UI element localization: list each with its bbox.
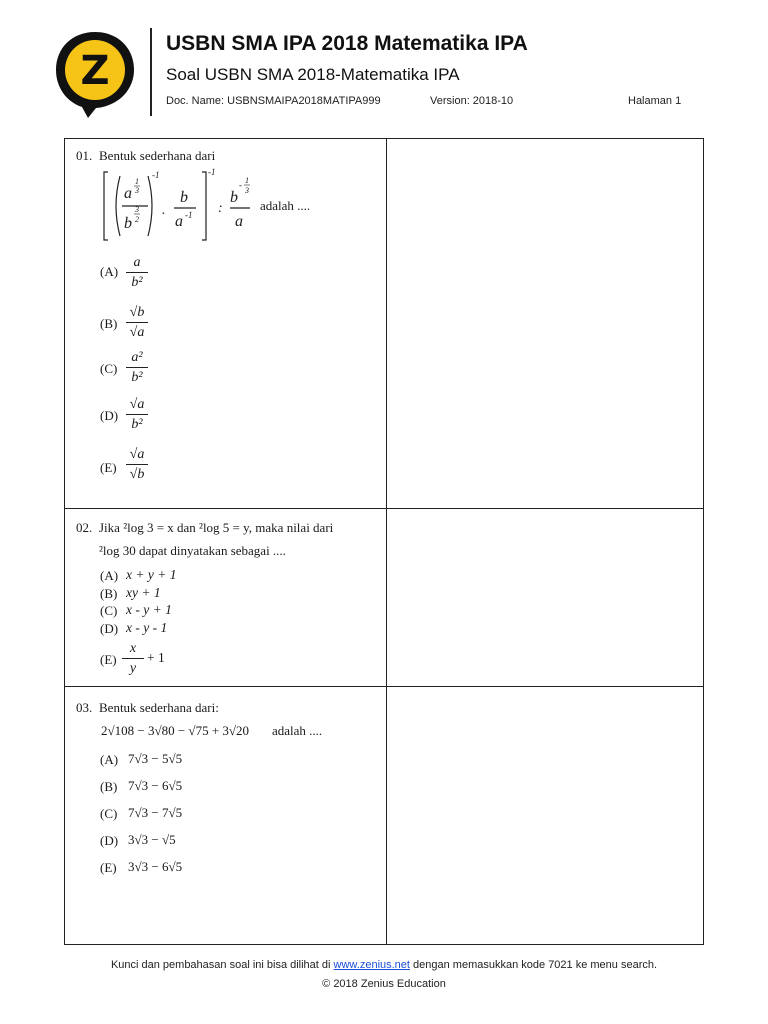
logo-letter: Z bbox=[80, 48, 110, 94]
q2-option-d-label: (D) bbox=[100, 621, 119, 636]
q3-option-a-value: 7√3 − 5√5 bbox=[128, 751, 183, 766]
svg-text:-: - bbox=[239, 180, 242, 190]
q3-option-d-value: 3√3 − √5 bbox=[128, 832, 176, 847]
footer-copyright: © 2018 Zenius Education bbox=[322, 978, 446, 990]
zenius-link[interactable]: www.zenius.net bbox=[333, 959, 410, 971]
page-title: USBN SMA IPA 2018 Matematika IPA bbox=[166, 32, 528, 55]
row-divider bbox=[64, 686, 704, 687]
q3-option-b-label: (B) bbox=[100, 779, 118, 794]
q2-option-b-label: (B) bbox=[100, 586, 118, 601]
q1-prompt: Bentuk sederhana dari bbox=[99, 148, 216, 163]
svg-text:3: 3 bbox=[135, 205, 139, 214]
footer-note bbox=[0, 959, 768, 971]
q1-option-b-label: (B) bbox=[100, 316, 118, 331]
q2-option-e-label: (E) bbox=[100, 652, 117, 667]
svg-text:3: 3 bbox=[245, 186, 249, 195]
q3-option-a-label: (A) bbox=[100, 752, 119, 767]
q3-prompt: Bentuk sederhana dari: bbox=[99, 700, 219, 715]
footer-text-after: dengan memasukkan kode 7021 ke menu search. bbox=[413, 959, 658, 971]
question-table bbox=[64, 138, 704, 945]
svg-text:b: b bbox=[180, 189, 188, 206]
q3-number: 03. bbox=[76, 700, 93, 715]
svg-text:a: a bbox=[124, 185, 132, 202]
q1-suffix: adalah .... bbox=[260, 198, 311, 213]
svg-text:.: . bbox=[162, 203, 166, 218]
q1-option-c-label: (C) bbox=[100, 361, 118, 376]
q2-option-b-value: xy + 1 bbox=[126, 585, 161, 600]
svg-text:-1: -1 bbox=[152, 170, 160, 180]
q3-option-b-value: 7√3 − 6√5 bbox=[128, 778, 183, 793]
q1-option-e-value: √a √b bbox=[122, 446, 152, 483]
q2-option-c-value: x - y + 1 bbox=[126, 602, 172, 617]
q2-line1: Jika ²log 3 = x dan ²log 5 = y, maka nilai dari bbox=[99, 520, 334, 535]
footer-text-before: Kunci dan pembahasan soal ini bisa dilihat di bbox=[110, 959, 331, 971]
q1-option-e-label: (E) bbox=[100, 460, 117, 475]
svg-text::: : bbox=[218, 201, 223, 216]
page-subtitle: Soal USBN SMA 2018-Matematika IPA bbox=[166, 65, 460, 84]
q3-option-d-label: (D) bbox=[100, 833, 119, 848]
q1-number: 01. bbox=[76, 148, 93, 163]
q1-option-a-label: (A) bbox=[100, 264, 119, 279]
q2-option-a-value: x + y + 1 bbox=[126, 567, 177, 582]
q3-option-c-label: (C) bbox=[100, 806, 118, 821]
q2-number: 02. bbox=[76, 520, 93, 535]
svg-text:-1: -1 bbox=[208, 167, 216, 177]
q3-option-e-label: (E) bbox=[100, 860, 117, 875]
q2-option-a-label: (A) bbox=[100, 568, 119, 583]
q1-option-d-value: √a b² bbox=[122, 396, 152, 433]
doc-version: Version: 2018-10 bbox=[430, 95, 514, 107]
svg-text:1: 1 bbox=[245, 176, 249, 185]
svg-text:a: a bbox=[235, 213, 243, 230]
svg-text:2: 2 bbox=[135, 215, 139, 224]
q2-option-e-tail: + 1 bbox=[147, 650, 165, 665]
q1-option-b-value: √b √a bbox=[122, 304, 152, 341]
q1-expression bbox=[96, 166, 258, 246]
q3-expression: 2√108 − 3√80 − √75 + 3√20 bbox=[101, 723, 250, 738]
svg-text:3: 3 bbox=[135, 186, 139, 195]
q2-option-c-label: (C) bbox=[100, 603, 118, 618]
doc-name: Doc. Name: USBNSMAIPA2018MATIPA999 bbox=[166, 95, 381, 107]
q2-option-e-value: x y bbox=[118, 640, 148, 677]
svg-text:-1: -1 bbox=[185, 210, 193, 220]
header-divider bbox=[150, 28, 152, 116]
page-number: Halaman 1 bbox=[628, 95, 682, 107]
q2-option-d-value: x - y - 1 bbox=[126, 620, 168, 635]
q1-option-a-value: a b² bbox=[122, 254, 152, 291]
q2-line2: ²log 30 dapat dinyatakan sebagai .... bbox=[99, 543, 286, 558]
q1-option-c-value: a² b² bbox=[122, 349, 152, 386]
column-divider bbox=[386, 138, 387, 945]
q3-option-e-value: 3√3 − 6√5 bbox=[128, 859, 183, 874]
row-divider bbox=[64, 508, 704, 509]
q3-suffix: adalah .... bbox=[272, 723, 323, 738]
q1-option-d-label: (D) bbox=[100, 408, 119, 423]
svg-text:b: b bbox=[230, 189, 238, 206]
svg-text:b: b bbox=[124, 215, 132, 232]
q3-option-c-value: 7√3 − 7√5 bbox=[128, 805, 183, 820]
svg-text:a: a bbox=[175, 213, 183, 230]
zenius-logo bbox=[52, 28, 138, 120]
svg-text:1: 1 bbox=[135, 177, 139, 186]
